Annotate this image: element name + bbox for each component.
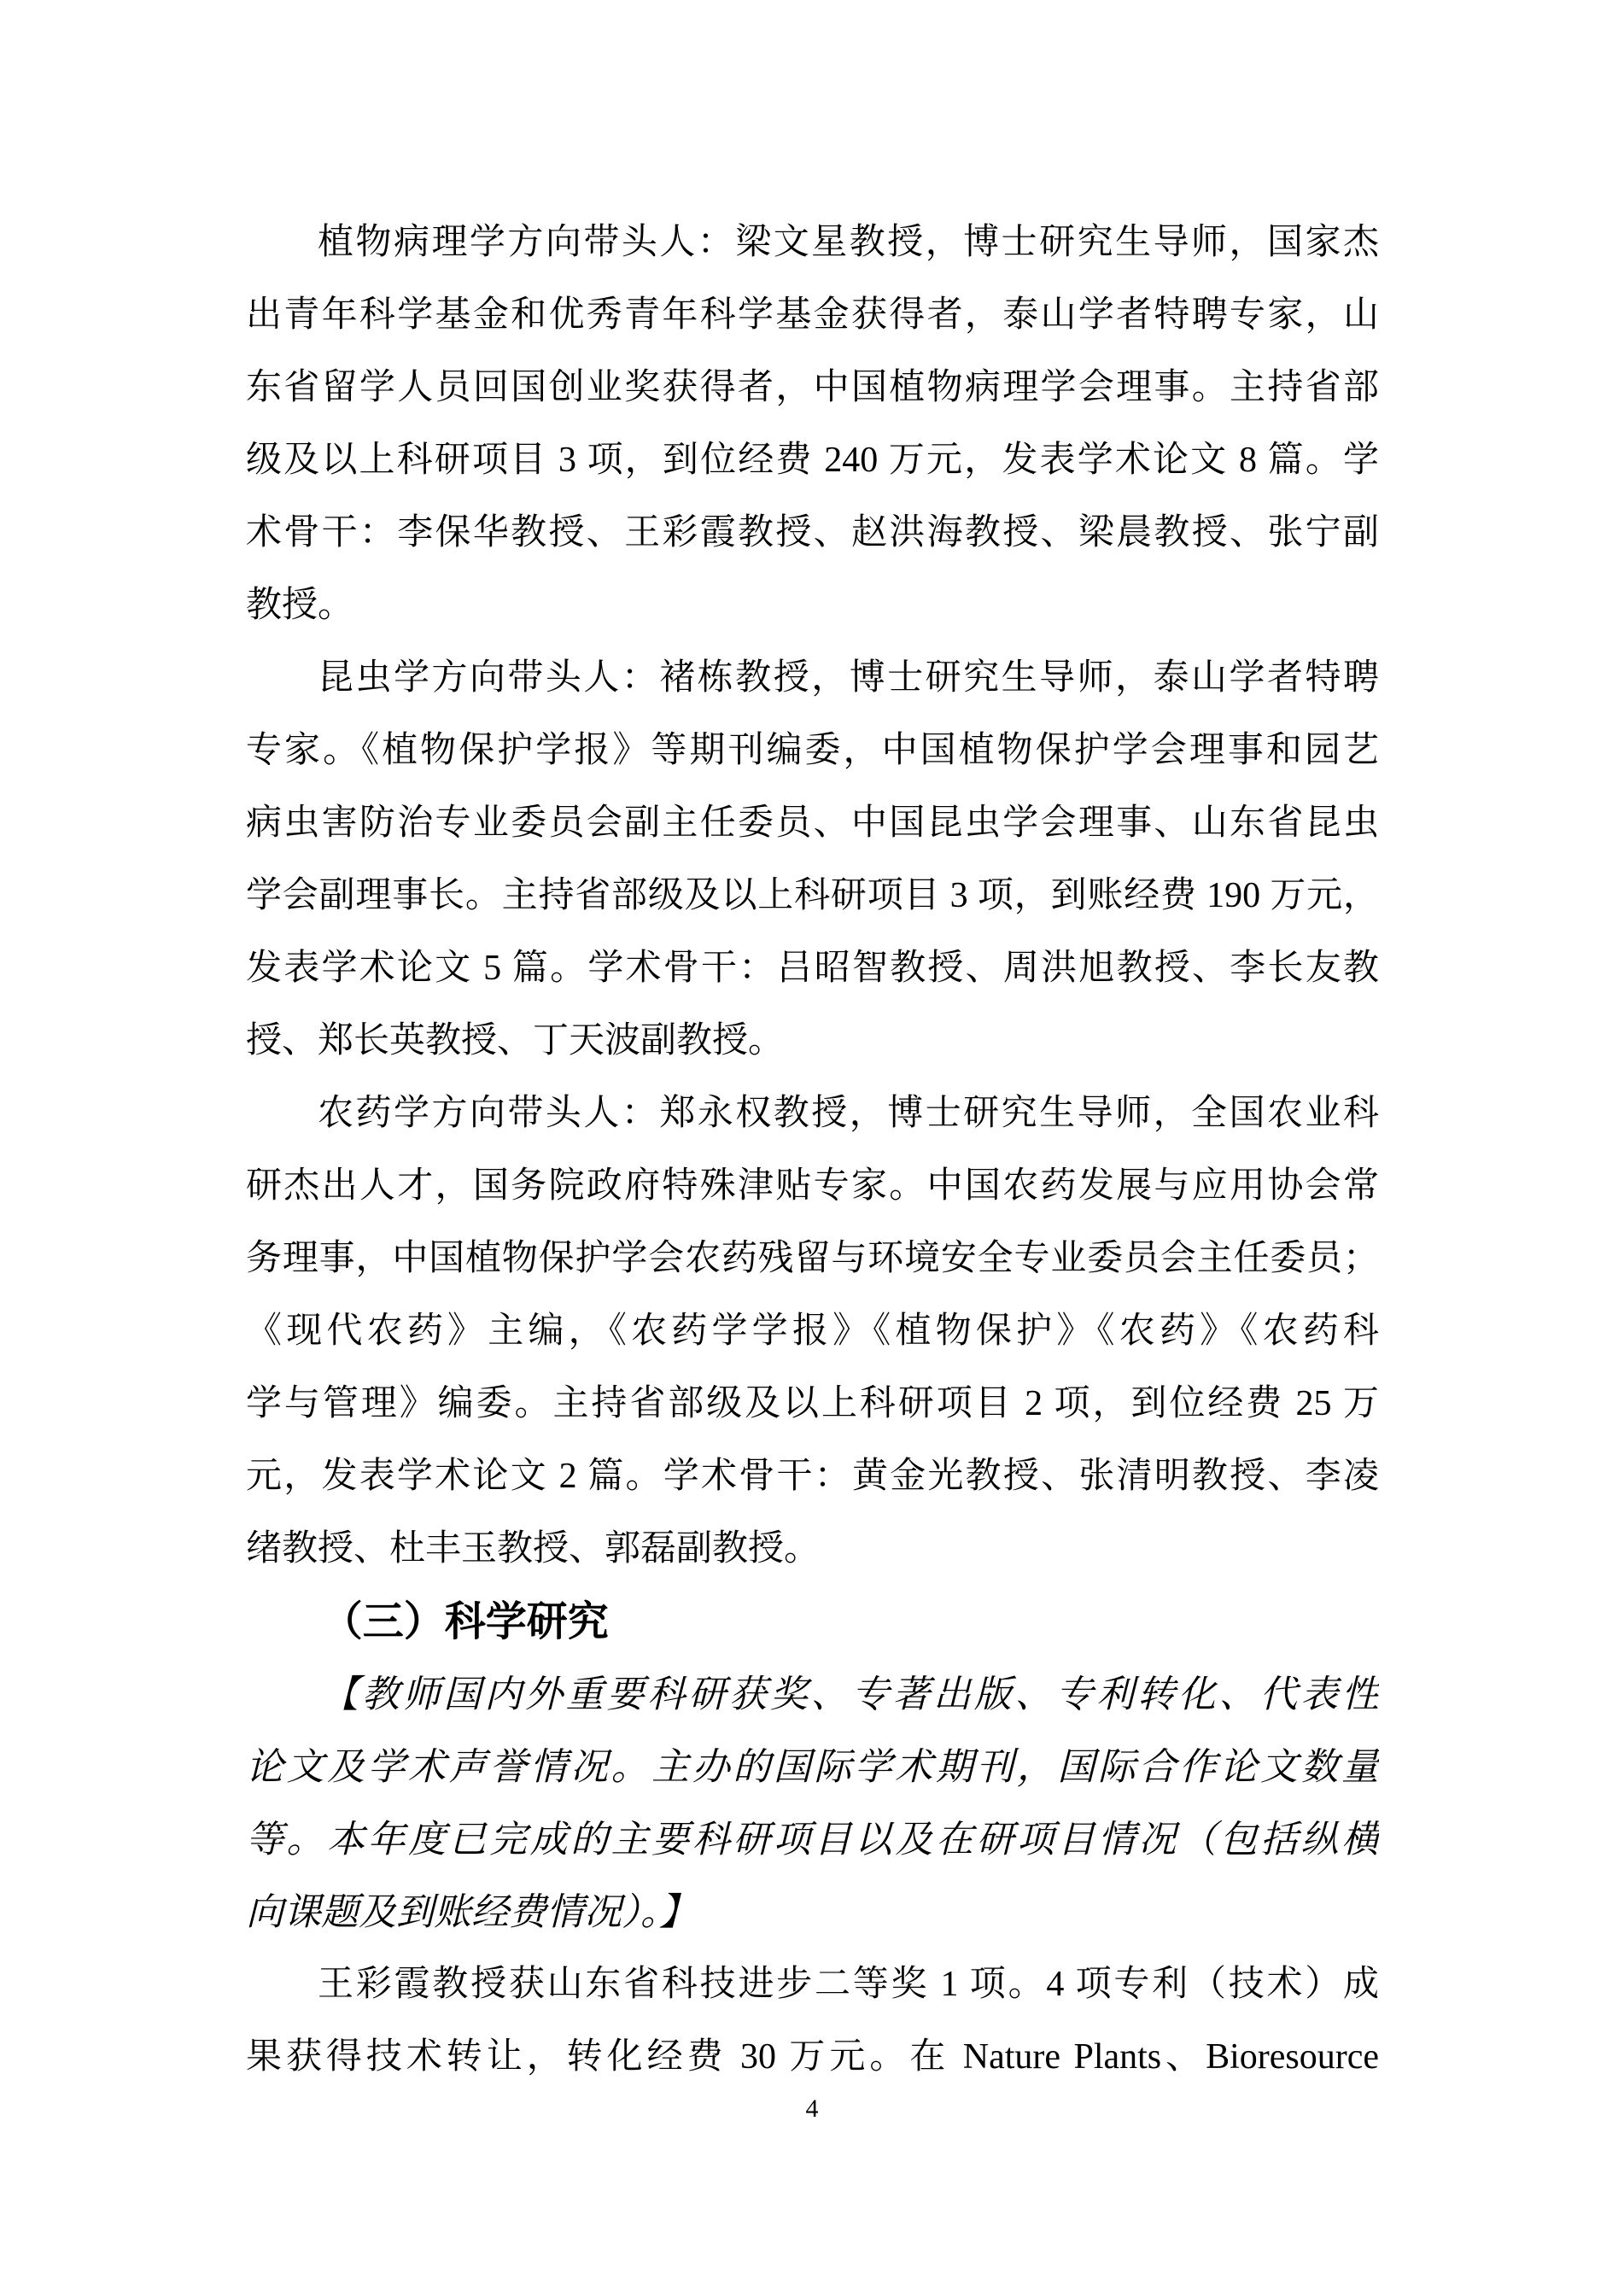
- entomology-para-line: 学会副理事长。主持省部级及以上科研项目 3 项，到账经费 190 万元，: [246, 876, 1379, 915]
- pesticide-para-line: 《现代农药》主编，《农药学学报》《植物保护》《农药》《农药科: [246, 1312, 1379, 1351]
- entomology-para-line: 专家。《植物保护学报》等期刊编委，中国植物保护学会理事和园艺: [246, 731, 1379, 770]
- page-number: 4: [805, 2094, 819, 2123]
- plant-pathology-para-line: 术骨干：李保华教授、王彩霞教授、赵洪海教授、梁晨教授、张宁副: [246, 513, 1379, 552]
- research-results-para-line: 王彩霞教授获山东省科技进步二等奖 1 项。4 项专利（技术）成: [318, 1965, 1379, 2004]
- plant-pathology-para-line: 东省留学人员回国创业奖获得者，中国植物病理学会理事。主持省部: [246, 368, 1379, 407]
- research-results-para-line: 果获得技术转让，转化经费 30 万元。在 Nature Plants、Bioresource: [246, 2037, 1379, 2077]
- plant-pathology-para-line: 出青年科学基金和优秀青年科学基金获得者，泰山学者特聘专家，山: [246, 295, 1379, 335]
- entomology-para-line: 授、郑长英教授、丁天波副教授。: [246, 1021, 785, 1060]
- plant-pathology-para-line: 教授。: [246, 586, 354, 625]
- pesticide-para-line: 学与管理》编委。主持省部级及以上科研项目 2 项，到位经费 25 万: [246, 1384, 1379, 1423]
- editor-note-line: 向课题及到账经费情况）。】: [246, 1891, 697, 1933]
- editor-note-line: 【教师国内外重要科研获奖、专著出版、专利转化、代表性: [321, 1674, 1379, 1715]
- document-body: [246, 207, 1379, 2094]
- editor-note-line: 等。本年度已完成的主要科研项目以及在研项目情况（包括纵横: [246, 1819, 1379, 1861]
- pesticide-para-line: 农药学方向带头人：郑永权教授，博士研究生导师，全国农业科: [318, 1094, 1379, 1133]
- editor-note-line: 论文及学术声誉情况。主办的国际学术期刊，国际合作论文数量: [246, 1746, 1379, 1788]
- pesticide-para-line: 务理事，中国植物保护学会农药残留与环境安全专业委员会主任委员；: [246, 1239, 1379, 1278]
- pesticide-para-line: 绪教授、杜丰玉教授、郭磊副教授。: [246, 1529, 821, 1569]
- pesticide-para-line: 元，发表学术论文 2 篇。学术骨干：黄金光教授、张清明教授、李凌: [246, 1457, 1379, 1496]
- entomology-para-line: 昆虫学方向带头人：褚栋教授，博士研究生导师，泰山学者特聘: [318, 658, 1379, 698]
- section-heading: （三）科学研究: [321, 1599, 609, 1645]
- pesticide-para-line: 研杰出人才，国务院政府特殊津贴专家。中国农药发展与应用协会常: [246, 1166, 1379, 1206]
- plant-pathology-para-line: 植物病理学方向带头人：梁文星教授，博士研究生导师，国家杰: [318, 223, 1379, 262]
- plant-pathology-para-line: 级及以上科研项目 3 项，到位经费 240 万元，发表学术论文 8 篇。学: [246, 441, 1379, 480]
- entomology-para-line: 发表学术论文 5 篇。学术骨干：吕昭智教授、周洪旭教授、李长友教: [246, 949, 1379, 988]
- entomology-para-line: 病虫害防治专业委员会副主任委员、中国昆虫学会理事、山东省昆虫: [246, 803, 1379, 843]
